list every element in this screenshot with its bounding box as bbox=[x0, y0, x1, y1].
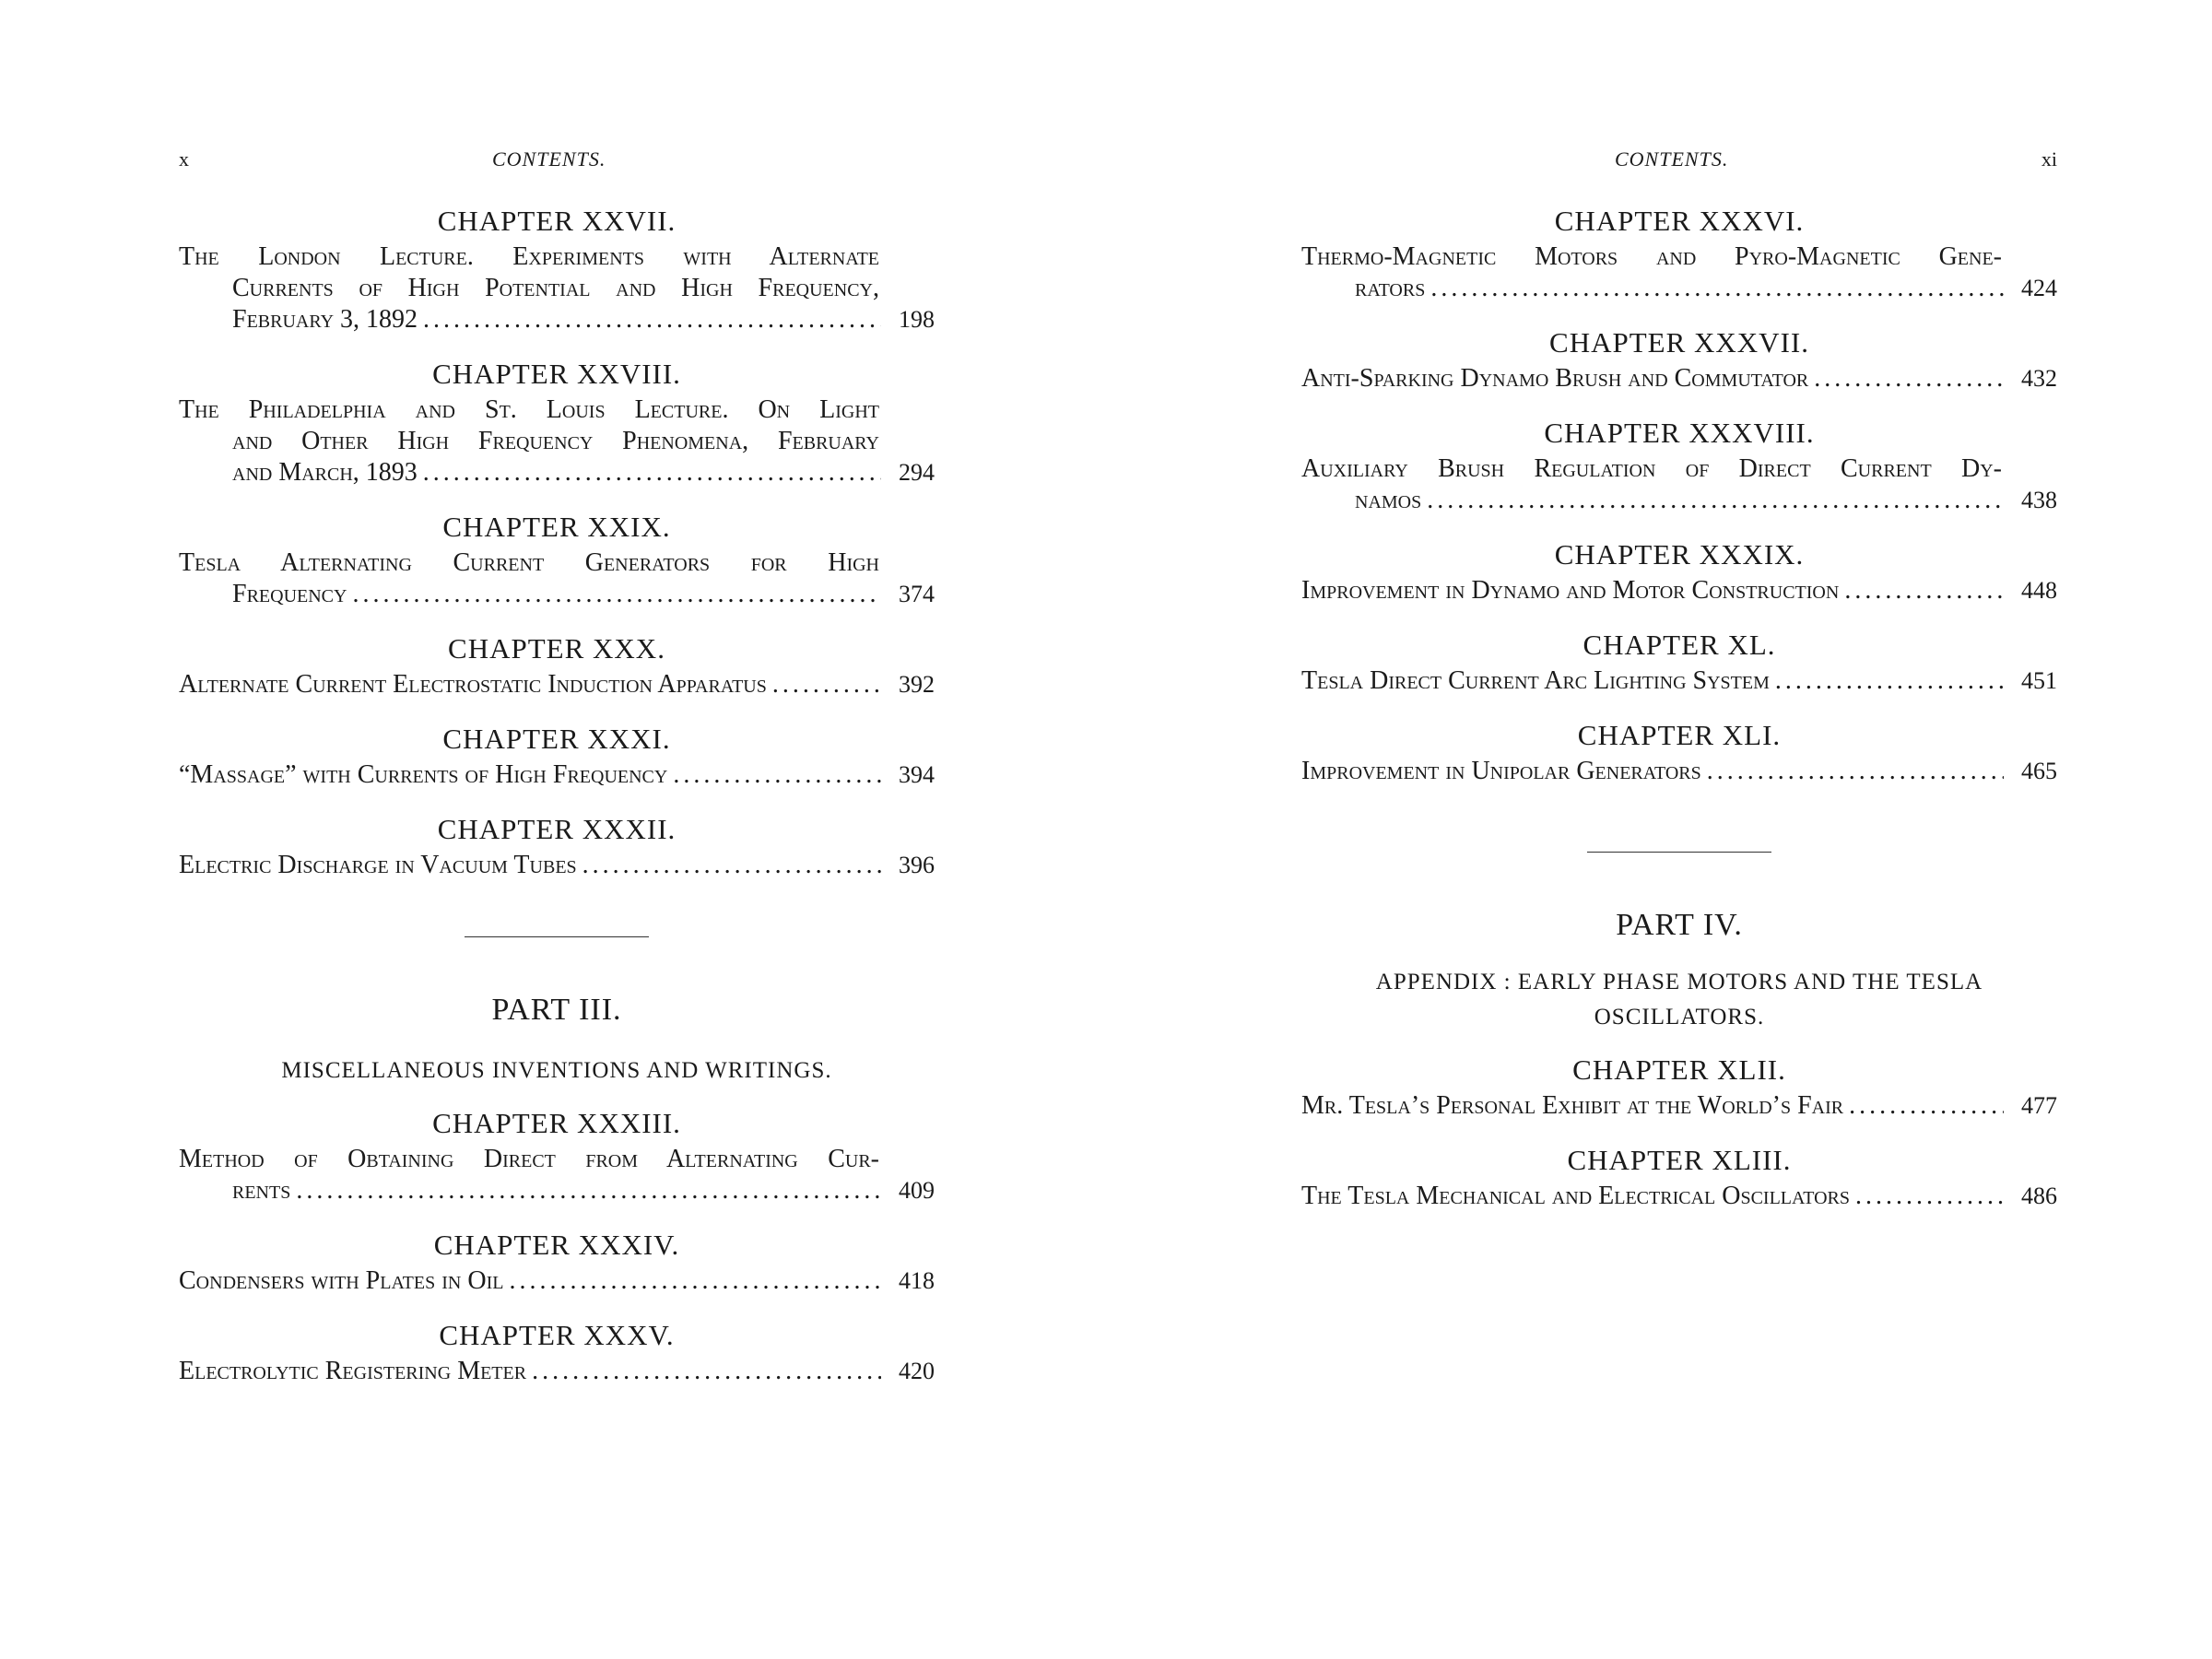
page-ref: 374 bbox=[899, 581, 935, 607]
entry-text: Electric Discharge in Vacuum Tubes bbox=[179, 851, 577, 879]
entry-line: Auxiliary Brush Regulation of Direct Current Dy- bbox=[1301, 454, 2002, 483]
part-title: PART III. bbox=[491, 993, 622, 1027]
part-title: PART IV. bbox=[1616, 908, 1743, 942]
chapter-title: CHAPTER XLIII. bbox=[1567, 1144, 1792, 1176]
chapter-title: CHAPTER XXXII. bbox=[437, 813, 677, 845]
chapter-title: CHAPTER XLI. bbox=[1577, 719, 1782, 751]
entry-text: Electrolytic Registering Meter bbox=[179, 1357, 527, 1385]
entry-text: February 3, 1892 bbox=[232, 305, 418, 334]
chapter-title: CHAPTER XXXV. bbox=[439, 1319, 675, 1351]
chapter-description bbox=[179, 1356, 935, 1387]
page-ref: 418 bbox=[899, 1267, 935, 1294]
leader-dots bbox=[1427, 485, 2004, 516]
toc-entry bbox=[179, 1315, 935, 1387]
leader-dots bbox=[509, 1265, 881, 1297]
entry-line: Tesla Alternating Current Generators for High bbox=[179, 548, 879, 577]
toc-entry bbox=[179, 354, 935, 488]
chapter-title: CHAPTER XXXIII. bbox=[432, 1107, 681, 1139]
toc-entry bbox=[179, 809, 935, 881]
chapter-description bbox=[1301, 363, 2057, 394]
entry-text: rators bbox=[1355, 274, 1426, 302]
page-ref: 420 bbox=[899, 1358, 935, 1384]
page-ref: 465 bbox=[2021, 758, 2057, 784]
entry-text: Mr. Tesla’s Personal Exhibit at the World’s Fair bbox=[1301, 1091, 1844, 1120]
leader-dots bbox=[772, 669, 881, 700]
page-ref: 394 bbox=[899, 761, 935, 788]
entry-line: and Other High Frequency Phenomena, February bbox=[232, 427, 879, 455]
entry-text: rents bbox=[232, 1176, 291, 1205]
running-head-right bbox=[1301, 147, 2057, 181]
entry-line bbox=[1301, 665, 2057, 697]
page-ref: 432 bbox=[2021, 365, 2057, 392]
part-subtitle: OSCILLATORS. bbox=[1594, 1005, 1765, 1030]
toc-entry bbox=[179, 201, 935, 335]
entry-line: Method of Obtaining Direct from Alternating Cur- bbox=[179, 1145, 879, 1173]
entry-line: The Philadelphia and St. Louis Lecture. On Light bbox=[179, 395, 879, 424]
entry-text: Condensers with Plates in Oil bbox=[179, 1266, 504, 1295]
entry-text: Alternate Current Electrostatic Induction Apparatus bbox=[179, 670, 767, 699]
page-ref: 409 bbox=[899, 1177, 935, 1204]
chapter-description bbox=[179, 394, 935, 488]
chapter-title: CHAPTER XXVII. bbox=[437, 205, 677, 237]
chapter-description bbox=[179, 669, 935, 700]
chapter-title: CHAPTER XXVIII. bbox=[432, 358, 681, 390]
chapter-title: CHAPTER XXXVI. bbox=[1554, 205, 1805, 237]
leader-dots bbox=[673, 759, 881, 791]
chapter-title: CHAPTER XLII. bbox=[1572, 1053, 1786, 1086]
entry-line: Currents of High Potential and High Frequency, bbox=[232, 274, 879, 302]
running-title: CONTENTS. bbox=[1615, 147, 1729, 171]
chapter-title: CHAPTER XXXIV. bbox=[433, 1229, 680, 1261]
entry-line bbox=[1301, 273, 2057, 304]
page-ref: 451 bbox=[2021, 667, 2057, 694]
chapter-title: CHAPTER XXX. bbox=[448, 632, 665, 665]
entry-line bbox=[179, 1356, 935, 1387]
leader-dots bbox=[1849, 1090, 2004, 1122]
page-ref: 424 bbox=[2021, 275, 2057, 301]
entry-text: The Tesla Mechanical and Electrical Oscillators bbox=[1301, 1182, 1850, 1210]
page-ref: 294 bbox=[899, 459, 935, 486]
page-ref: 448 bbox=[2021, 577, 2057, 604]
entry-text: Improvement in Unipolar Generators bbox=[1301, 757, 1701, 785]
entry-line bbox=[179, 1175, 935, 1206]
chapter-description bbox=[1301, 575, 2057, 606]
leader-dots bbox=[1855, 1181, 2004, 1212]
entry-line bbox=[1301, 1181, 2057, 1212]
chapter-description bbox=[179, 547, 935, 610]
toc-entry bbox=[179, 1225, 935, 1297]
leader-dots bbox=[423, 304, 881, 335]
running-title: CONTENTS. bbox=[492, 147, 606, 171]
toc-entry bbox=[1301, 1140, 2057, 1212]
chapter-description bbox=[1301, 241, 2057, 304]
page-ref: 396 bbox=[899, 852, 935, 878]
leader-dots bbox=[352, 579, 881, 610]
chapter-title: CHAPTER XXXVII. bbox=[1549, 326, 1809, 359]
chapter-description bbox=[179, 241, 935, 335]
page-ref: 392 bbox=[899, 671, 935, 698]
toc-entry bbox=[179, 507, 935, 610]
contents-column-right bbox=[1301, 201, 2057, 1212]
leader-dots bbox=[1707, 756, 2004, 787]
entry-line bbox=[1301, 363, 2057, 394]
chapter-description bbox=[1301, 665, 2057, 697]
page-ref: 486 bbox=[2021, 1182, 2057, 1209]
entry-line bbox=[179, 304, 935, 335]
entry-text: and March, 1893 bbox=[232, 458, 418, 487]
leader-dots bbox=[582, 850, 881, 881]
chapter-title: CHAPTER XXIX. bbox=[442, 511, 671, 543]
page-ref: 438 bbox=[2021, 487, 2057, 513]
leader-dots bbox=[1814, 363, 2004, 394]
entry-line bbox=[179, 579, 935, 610]
chapter-description bbox=[179, 1265, 935, 1297]
leader-dots bbox=[1775, 665, 2004, 697]
leader-dots bbox=[296, 1175, 881, 1206]
entry-text: Tesla Direct Current Arc Lighting System bbox=[1301, 666, 1770, 695]
entry-text: “Massage” with Currents of High Frequency bbox=[179, 760, 668, 789]
chapter-title: CHAPTER XXXIX. bbox=[1554, 538, 1805, 571]
toc-entry bbox=[1301, 201, 2057, 304]
toc-entry bbox=[1301, 413, 2057, 516]
entry-line bbox=[179, 457, 935, 488]
chapter-title: CHAPTER XL. bbox=[1583, 629, 1776, 661]
part-subtitle: APPENDIX : EARLY PHASE MOTORS AND THE TESLA bbox=[1375, 970, 1983, 994]
entry-text: namos bbox=[1355, 486, 1422, 514]
leader-dots bbox=[1430, 273, 2004, 304]
entry-line: Thermo-Magnetic Motors and Pyro-Magnetic Gene- bbox=[1301, 242, 2002, 271]
entry-line: The London Lecture. Experiments with Alternate bbox=[179, 242, 879, 271]
toc-entry bbox=[1301, 625, 2057, 697]
toc-entry bbox=[1301, 1050, 2057, 1122]
entry-text: Improvement in Dynamo and Motor Construction bbox=[1301, 576, 1840, 605]
chapter-description bbox=[1301, 1181, 2057, 1212]
chapter-description bbox=[179, 850, 935, 881]
chapter-title: CHAPTER XXXI. bbox=[442, 723, 671, 755]
toc-entry bbox=[1301, 715, 2057, 787]
entry-line bbox=[1301, 1090, 2057, 1122]
leader-dots bbox=[532, 1356, 881, 1387]
chapter-description bbox=[1301, 1090, 2057, 1122]
part-subtitle: MISCELLANEOUS INVENTIONS AND WRITINGS. bbox=[281, 1058, 832, 1083]
toc-entry bbox=[179, 629, 935, 700]
entry-line bbox=[1301, 485, 2057, 516]
entry-line bbox=[1301, 575, 2057, 606]
page-ref: 198 bbox=[899, 306, 935, 333]
entry-line bbox=[179, 850, 935, 881]
chapter-description bbox=[179, 1144, 935, 1206]
running-head-left bbox=[179, 147, 935, 181]
toc-entry bbox=[1301, 535, 2057, 606]
page-ref: 477 bbox=[2021, 1092, 2057, 1119]
toc-entry bbox=[179, 719, 935, 791]
entry-line bbox=[179, 1265, 935, 1297]
contents-column-left bbox=[179, 201, 935, 1387]
chapter-description bbox=[179, 759, 935, 791]
leader-dots bbox=[1844, 575, 2004, 606]
page-number: xi bbox=[2041, 147, 2057, 171]
page-number: x bbox=[179, 147, 189, 171]
entry-text: Frequency bbox=[232, 580, 347, 608]
right-page bbox=[1106, 0, 2212, 1659]
entry-line bbox=[179, 759, 935, 791]
entry-text: Anti-Sparking Dynamo Brush and Commutator bbox=[1301, 364, 1809, 393]
chapter-title: CHAPTER XXXVIII. bbox=[1544, 417, 1815, 449]
leader-dots bbox=[423, 457, 881, 488]
entry-line bbox=[179, 669, 935, 700]
toc-entry bbox=[1301, 323, 2057, 394]
chapter-description bbox=[1301, 453, 2057, 516]
chapter-description bbox=[1301, 756, 2057, 787]
entry-line bbox=[1301, 756, 2057, 787]
toc-entry bbox=[179, 1103, 935, 1206]
